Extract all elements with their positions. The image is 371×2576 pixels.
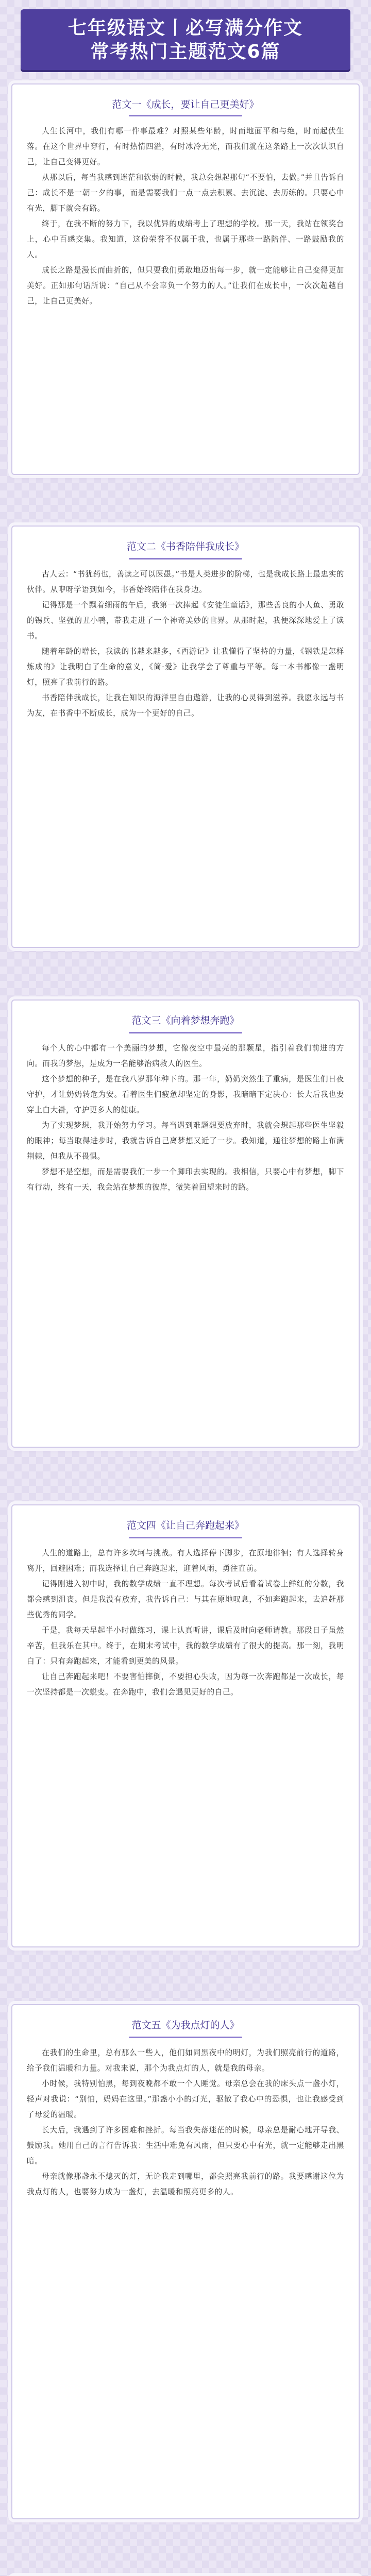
essay-paragraph: 让自己奔跑起来吧！不要害怕摔倒，不要担心失败，因为每一次奔跑都是一次成长，每一次坚持都是一次蜕变。在奔跑中，我们会遇见更好的自己。 xyxy=(27,1672,344,1697)
essay-paragraph: 书香陪伴我成长，让我在知识的海洋里自由遨游，让我的心灵得到滋养。我愿永远与书为友，在书香中不断成长，成为一个更好的自己。 xyxy=(27,693,344,718)
essay-paragraph: 母亲就像那盏永不熄灭的灯，无论我走到哪里，都会照亮我前行的路。我要感谢这位为我点灯的人，也要努力成为一盏灯，去温暖和照亮更多的人。 xyxy=(27,2172,344,2196)
title-divider xyxy=(129,558,242,560)
essay-paragraph: 长大后，我遇到了许多困难和挫折。每当我失落迷茫的时候，母亲总是耐心地开导我、鼓励我。她用自己的言行告诉我：生活中难免有风雨，但只要心中有光，就一定能够走出黑暗。 xyxy=(27,2126,344,2165)
title-divider xyxy=(129,1537,242,1538)
essay-paragraph: 在我们的生命里，总有那么一些人，他们如同黑夜中的明灯，为我们照亮前行的道路，给予我们温暖和力量。对我来说，那个为我点灯的人，就是我的母亲。 xyxy=(27,2048,344,2073)
page-title-line-2: 常考热门主题范文6篇 xyxy=(90,41,281,62)
page-header xyxy=(21,9,350,70)
title-divider xyxy=(129,2037,242,2038)
title-divider xyxy=(129,115,242,116)
essay-title: 范文四《让自己奔跑起来》 xyxy=(126,1520,244,1531)
essay-title: 范文三《向着梦想奔跑》 xyxy=(131,1015,240,1026)
essay-paragraph: 古人云：“书犹药也，善读之可以医愚。”书是人类进步的阶梯，也是我成长路上最忠实的伙伴。从咿呀学语到如今，书香始终陪伴在我身边。 xyxy=(27,570,344,594)
essay-paragraph: 每个人的心中都有一个美丽的梦想，它像夜空中最亮的那颗星，指引着我们前进的方向。而我的梦想，是成为一名能够治病救人的医生。 xyxy=(27,1044,344,1068)
essay-paragraph: 人生长河中，我们有哪一件事最难？对照某些年龄，时而地面平和与绝，时而起伏生落。在这个世界中穿行，有时热情四溢，有时冰冷无光，而我们就在这条路上一次次认识自己，让自己变得更好。 xyxy=(27,127,344,166)
essay-paragraph: 这个梦想的种子，是在我八岁那年种下的。那一年，奶奶突然生了重病，是医生们日夜守护，才让奶奶转危为安。看着医生们疲惫却坚定的身影，我暗暗下定决心：长大后我也要穿上白大褂，守护更多人的健康。 xyxy=(27,1075,344,1114)
essay-paragraph: 记得刚进入初中时，我的数学成绩一直不理想。每次考试后看着试卷上鲜红的分数，我都会感到沮丧。但是我没有放弃，我告诉自己：与其在原地叹息，不如奔跑起来，去追赶那些优秀的同学。 xyxy=(27,1580,344,1619)
essay-card-1 xyxy=(11,83,360,475)
essay-paragraph: 终于，在我不断的努力下，我以优异的成绩考上了理想的学校。那一天，我站在领奖台上，心中百感交集。我知道，这份荣誉不仅属于我，也属于那些一路陪伴、一路鼓励我的人。 xyxy=(27,219,344,259)
page-title-line-1: 七年级语文丨必写满分作文 xyxy=(68,18,303,39)
essay-paragraph: 为了实现梦想，我开始努力学习。每当遇到难题想要放弃时，我就会想起那些医生坚毅的眼神；每当取得进步时，我就告诉自己离梦想又近了一步。我知道，通往梦想的路上布满荆棘，但我从不畏惧。 xyxy=(27,1121,344,1161)
essay-paragraph: 随着年龄的增长，我读的书越来越多，《西游记》让我懂得了坚持的力量，《钢铁是怎样炼成的》让我明白了生命的意义，《简·爱》让我学会了尊重与平等。每一本书都像一盏明灯，照亮了我前行的路。 xyxy=(27,647,344,687)
essay-paragraph: 梦想不是空想，而是需要我们一步一个脚印去实现的。我相信，只要心中有梦想，脚下有行动，终有一天，我会站在梦想的彼岸，微笑着回望来时的路。 xyxy=(27,1167,344,1192)
essay-paragraph: 成长之路是漫长而曲折的，但只要我们勇敢地迈出每一步，就一定能够让自己变得更加美好。正如那句话所说：“自己从不会辜负一个努力的人。”让我们在成长中，一次次超越自己，让自己更美好。 xyxy=(27,266,344,306)
essay-card-3 xyxy=(11,999,360,1448)
essay-title: 范文二《书香陪伴我成长》 xyxy=(126,541,244,552)
title-divider xyxy=(129,1032,242,1033)
essay-card-5 xyxy=(11,2004,360,2519)
essay-card-4 xyxy=(11,1504,360,1947)
essay-paragraph: 于是，我每天早起半小时做练习，课上认真听讲，课后及时向老师请教。那段日子虽然辛苦，但我乐在其中。终于，在期末考试中，我的数学成绩有了很大的提高。那一刻，我明白了：只有奔跑起来，才能看到更美的风景。 xyxy=(27,1626,344,1666)
essay-paragraph: 小时候，我特别怕黑，每到夜晚都不敢一个人睡觉。母亲总会在我的床头点一盏小灯，轻声对我说：“别怕，妈妈在这里。”那盏小小的灯光，驱散了我心中的恐惧，也让我感受到了母爱的温暖。 xyxy=(27,2079,344,2119)
essay-title: 范文五《为我点灯的人》 xyxy=(131,2020,240,2031)
essay-paragraph: 记得那是一个飘着细雨的午后，我第一次捧起《安徒生童话》，那些善良的小人鱼、勇敢的锡兵、坚强的丑小鸭，带我走进了一个神奇美妙的世界。从那时起，我便深深地爱上了读书。 xyxy=(27,601,344,640)
essay-title: 范文一《成长，要让自己更美好》 xyxy=(112,99,259,110)
essay-paragraph: 人生的道路上，总有许多坎坷与挑战。有人选择停下脚步，在原地徘徊；有人选择转身离开，回避困难；而我选择让自己奔跑起来，迎着风雨，勇往直前。 xyxy=(27,1549,344,1573)
essay-paragraph: 从那以后，每当我感到迷茫和软弱的时候，我总会想起那句“不要怕，去做。”并且告诉自己：成长不是一朝一夕的事，而是需要我们一点一点去积累、去沉淀、去历练的。只要心中有光，脚下就会有路。 xyxy=(27,173,344,213)
essay-card-2 xyxy=(11,526,360,948)
